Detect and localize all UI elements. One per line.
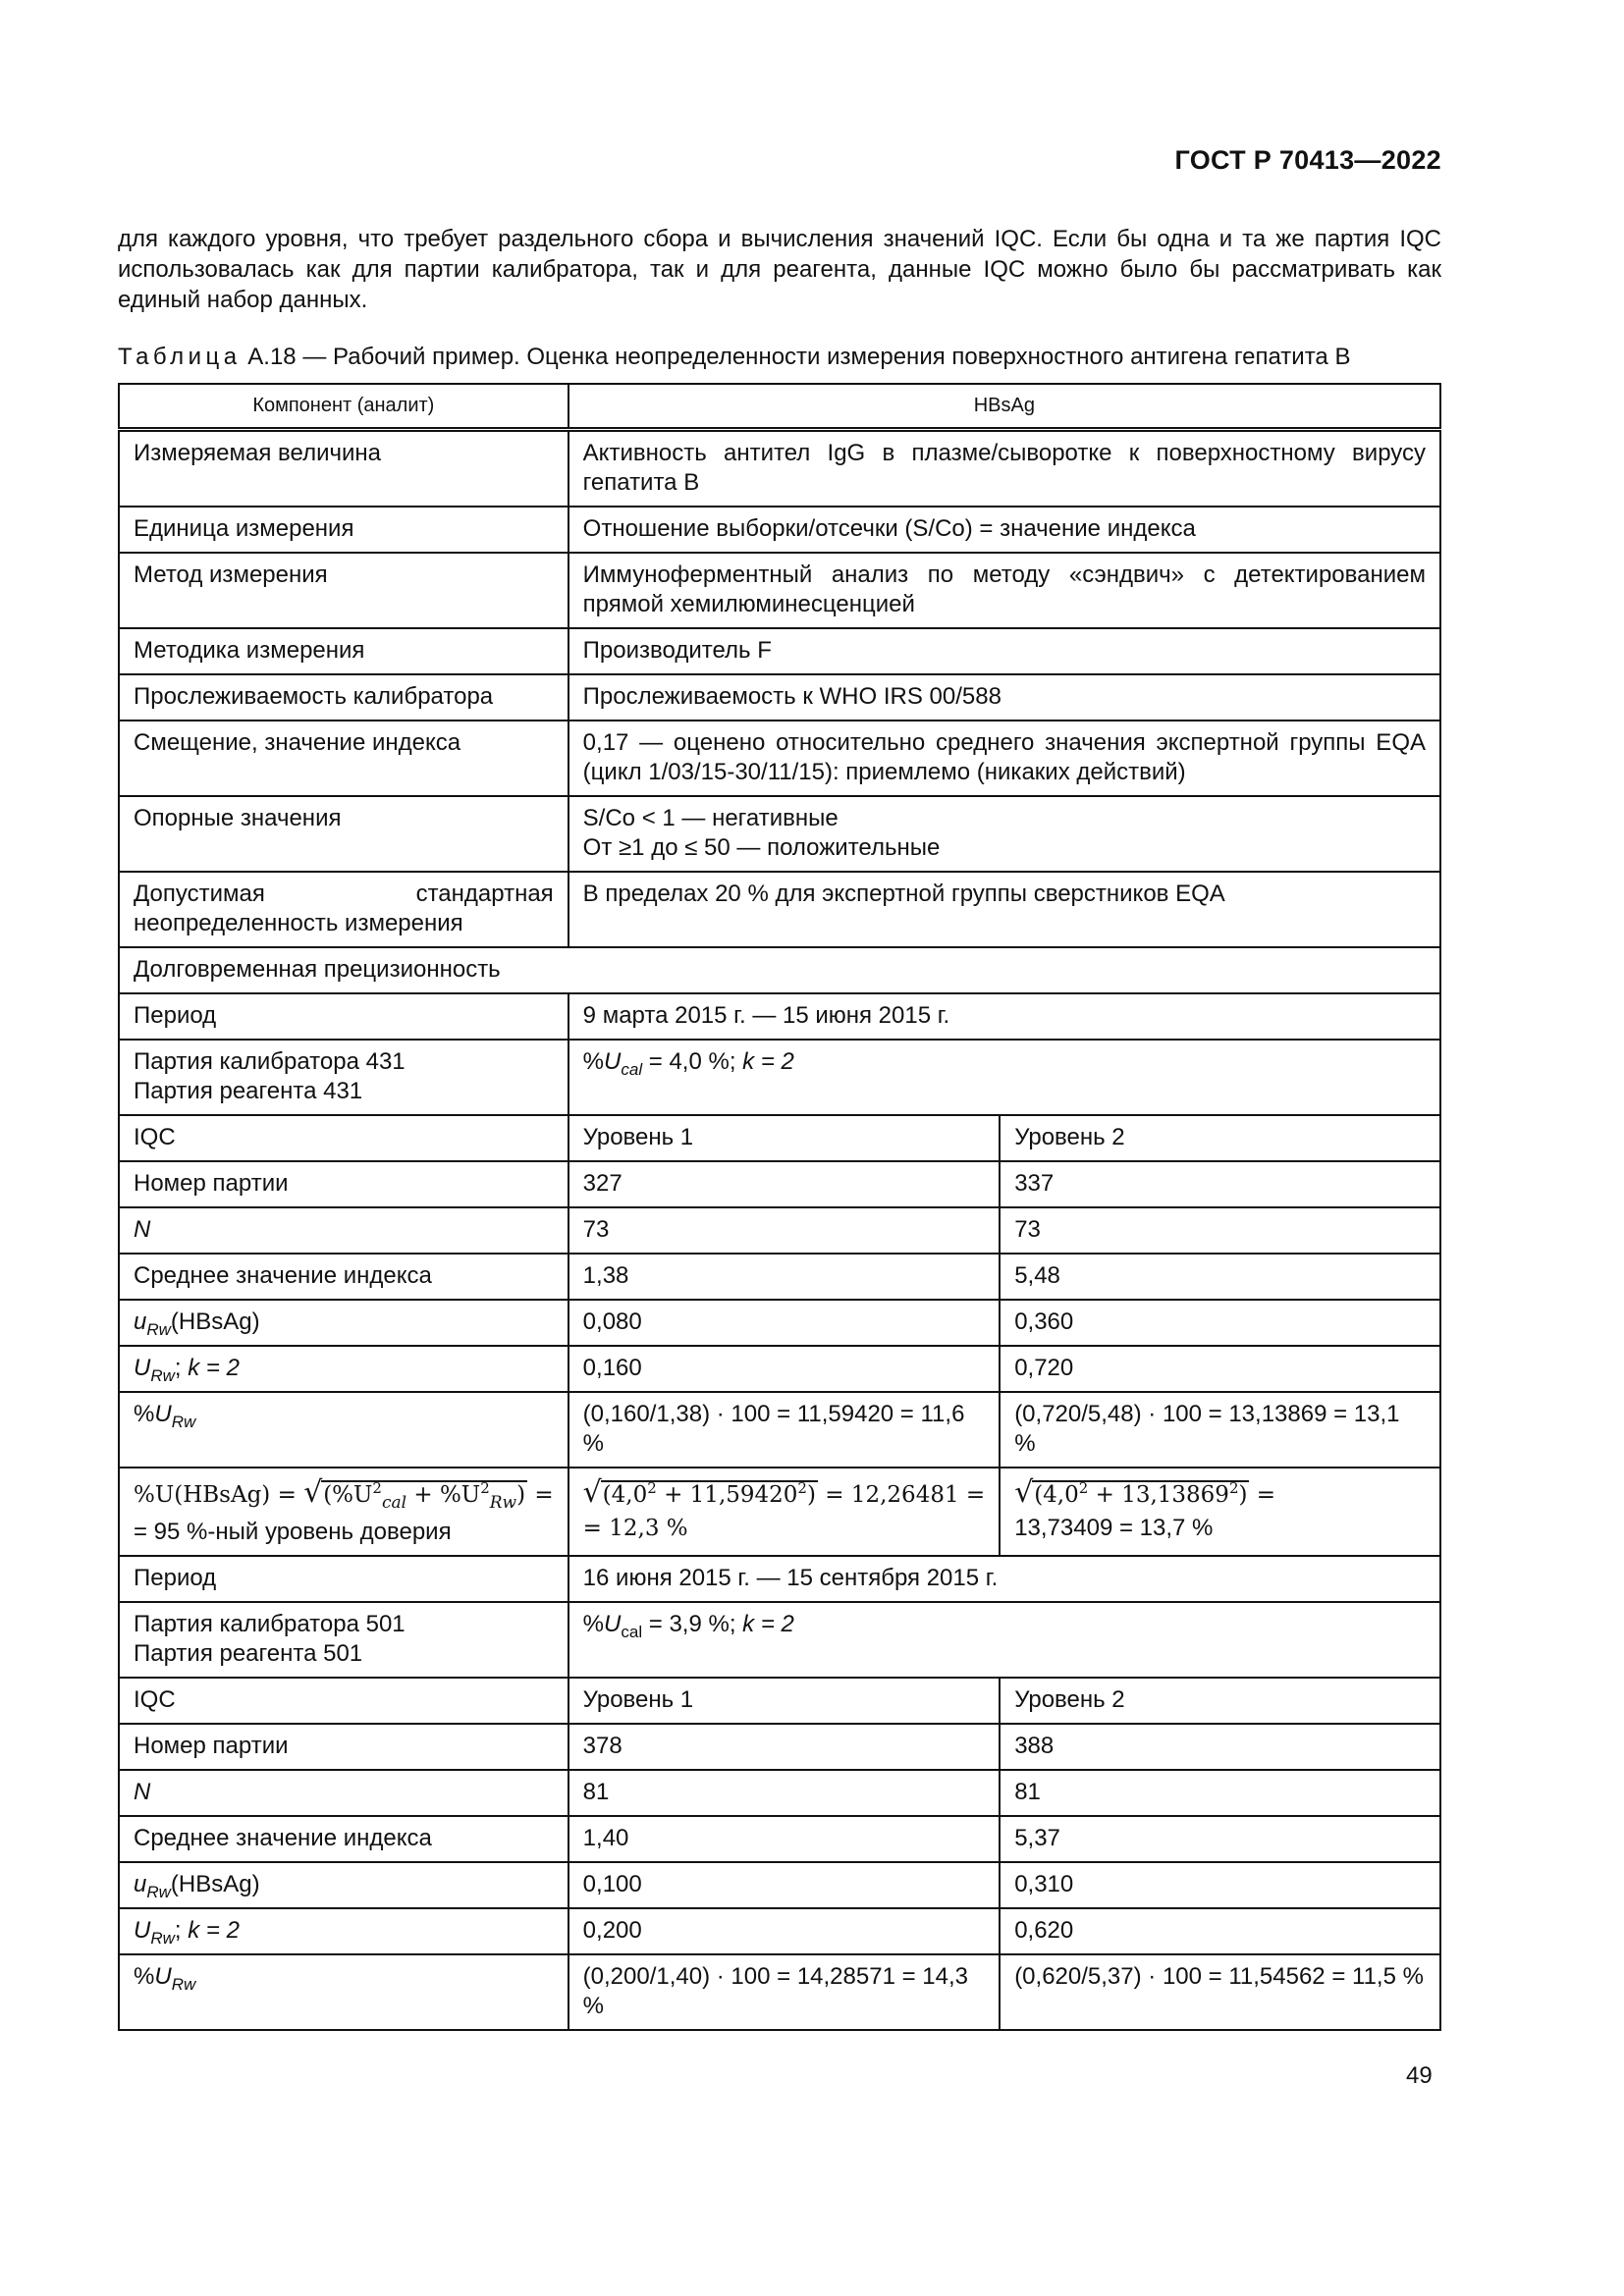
formula-expression: %U(HBsAg) = √ $(\%U^2_{cal} + \%U^2_{Rw})$ = <box>134 1480 554 1510</box>
expanded-u-rw-label: $U_{Rw}$; k = 2 <box>119 1346 568 1392</box>
cell: 0,620 <box>1000 1908 1440 1954</box>
table-row <box>119 1346 1440 1392</box>
cell: 73 <box>1000 1207 1440 1254</box>
confidence-level: = 95 %-ный уровень доверия <box>134 1519 452 1545</box>
cell: 73 <box>568 1207 1001 1254</box>
n-label: N <box>119 1207 568 1254</box>
cell: 81 <box>1000 1770 1440 1816</box>
table-row <box>119 430 1440 507</box>
iqc-label: IQC <box>119 1678 568 1724</box>
u-cal-value: $\%U_{cal} = 4,0$ %; k = 2 <box>568 1040 1440 1115</box>
calibrator-lot: Партия калибратора 431 <box>134 1048 406 1075</box>
document-standard-header: ГОСТ Р 70413—2022 <box>1174 145 1441 175</box>
cell: 0,720 <box>1000 1346 1440 1392</box>
reagent-lot: Партия реагента 501 <box>134 1640 363 1667</box>
row-value: Активность антител IgG в плазме/сыворотке к поверхностному вирусу гепатита В <box>568 430 1440 507</box>
cell: 337 <box>1000 1161 1440 1207</box>
period-value: 16 июня 2015 г. — 15 сентября 2015 г. <box>568 1556 1440 1602</box>
pct-u-rw-label: $\%U_{Rw}$ <box>119 1954 568 2030</box>
cell: 0,310 <box>1000 1862 1440 1908</box>
n-label: N <box>119 1770 568 1816</box>
header-component: Компонент (аналит) <box>119 384 568 430</box>
table-row <box>119 1300 1440 1346</box>
level-2-label: Уровень 2 <box>1000 1115 1440 1161</box>
level-2-label: Уровень 2 <box>1000 1678 1440 1724</box>
lot-number-label: Номер партии <box>119 1161 568 1207</box>
table-header-row <box>119 384 1440 430</box>
row-label: Прослеживаемость калибратора <box>119 674 568 721</box>
row-label: Методика измерения <box>119 628 568 674</box>
cell: 327 <box>568 1161 1001 1207</box>
table-row <box>119 1724 1440 1770</box>
cell: (0,160/1,38) · 100 = 11,59420 = 11,6 % <box>568 1392 1001 1468</box>
combined-formula-label <box>119 1468 568 1556</box>
u-cal-value: $\%U_{cal} = 3,9$ %; k = 2 <box>568 1602 1440 1678</box>
iqc-label: IQC <box>119 1115 568 1161</box>
row-value: В пределах 20 % для экспертной группы сверстников EQA <box>568 872 1440 947</box>
cell: 0,200 <box>568 1908 1001 1954</box>
mean-index-label: Среднее значение индекса <box>119 1816 568 1862</box>
period-label: Период <box>119 1556 568 1602</box>
cell: 0,360 <box>1000 1300 1440 1346</box>
row-value: 0,17 — оценено относительно среднего значения экспертной группы EQA (цикл 1/03/15-30/11/15): приемлемо (никаких действий) <box>568 721 1440 796</box>
table-row <box>119 1770 1440 1816</box>
intro-paragraph: для каждого уровня, что требует раздельного сбора и вычисления значений IQC. Если бы одна и та же партия IQC использовалась как для партии калибратора, так и для реагента, данные IQC можно было бы рассматривать как единый набор данных. <box>118 226 1441 313</box>
cell: 0,100 <box>568 1862 1001 1908</box>
table-row <box>119 507 1440 553</box>
table-row <box>119 1556 1440 1602</box>
lot-info <box>119 1040 568 1115</box>
table-row <box>119 1908 1440 1954</box>
section-long-term-precision: Долговременная прецизионность <box>119 947 1440 993</box>
table-row <box>119 1040 1440 1115</box>
table-row <box>119 553 1440 628</box>
u-rw-label: $u_{Rw}(HBsAg)$ <box>119 1862 568 1908</box>
table-caption-label: Таблица <box>118 344 242 370</box>
table-row <box>119 1862 1440 1908</box>
table-row <box>119 1254 1440 1300</box>
cell: 0,160 <box>568 1346 1001 1392</box>
lot-number-label: Номер партии <box>119 1724 568 1770</box>
row-value: Иммуноферментный анализ по методу «сэндвич» с детектированием прямой хемилюминесценцией <box>568 553 1440 628</box>
cell: 0,080 <box>568 1300 1001 1346</box>
table-row <box>119 1602 1440 1678</box>
row-value: Прослеживаемость к WHO IRS 00/588 <box>568 674 1440 721</box>
level-1-label: Уровень 1 <box>568 1115 1001 1161</box>
table-row <box>119 1678 1440 1724</box>
expanded-u-rw-label: $U_{Rw}$; k = 2 <box>119 1908 568 1954</box>
u-rw-label: $u_{Rw}(HBsAg)$ <box>119 1300 568 1346</box>
level-1-label: Уровень 1 <box>568 1678 1001 1724</box>
pct-u-rw-label: $\%U_{Rw}$ <box>119 1392 568 1468</box>
table-row <box>119 1392 1440 1468</box>
table-row <box>119 1115 1440 1161</box>
table-row <box>119 628 1440 674</box>
period-label: Период <box>119 993 568 1040</box>
combined-level-2: √ $(4,0^2 + 13,13869^2)$ = 13,73409 = 13,7 % <box>1000 1468 1440 1556</box>
reagent-lot: Партия реагента 431 <box>134 1078 363 1104</box>
cell: (0,620/5,37) · 100 = 11,54562 = 11,5 % <box>1000 1954 1440 2030</box>
table-row <box>119 1954 1440 2030</box>
mean-index-label: Среднее значение индекса <box>119 1254 568 1300</box>
combined-level-2-result: 13,73409 = 13,7 % <box>1014 1515 1214 1541</box>
table-row <box>119 993 1440 1040</box>
table-row <box>119 1161 1440 1207</box>
reference-negative: S/Co < 1 — негативные <box>582 805 839 831</box>
cell: 5,37 <box>1000 1816 1440 1862</box>
cell: 5,48 <box>1000 1254 1440 1300</box>
table-row <box>119 1816 1440 1862</box>
row-value: Отношение выборки/отсечки (S/Co) = значение индекса <box>568 507 1440 553</box>
cell: (0,720/5,48) · 100 = 13,13869 = 13,1 % <box>1000 1392 1440 1468</box>
row-label: Допустимая стандартная неопределенность измерения <box>119 872 568 947</box>
table-row <box>119 872 1440 947</box>
table-caption-text: А.18 — Рабочий пример. Оценка неопределенности измерения поверхностного антигена гепатита В <box>241 344 1351 370</box>
table-row <box>119 1468 1440 1556</box>
cell: 1,40 <box>568 1816 1001 1862</box>
table-row <box>119 796 1440 872</box>
combined-level-1: √ $(4,0^2 + 11,59420^2) = 12,26481$ = = 12,3 % <box>568 1468 1001 1556</box>
row-label: Единица измерения <box>119 507 568 553</box>
row-value <box>568 796 1440 872</box>
table-caption <box>118 344 1350 371</box>
combined-level-1-result: = 12,3 % <box>582 1516 688 1541</box>
cell: 388 <box>1000 1724 1440 1770</box>
row-label: Измеряемая величина <box>119 430 568 507</box>
table-row <box>119 721 1440 796</box>
page-number: 49 <box>1406 2062 1433 2089</box>
cell: 1,38 <box>568 1254 1001 1300</box>
lot-info <box>119 1602 568 1678</box>
row-label: Опорные значения <box>119 796 568 872</box>
header-analyte: HBsAg <box>568 384 1440 430</box>
row-value: Производитель F <box>568 628 1440 674</box>
period-value: 9 марта 2015 г. — 15 июня 2015 г. <box>568 993 1440 1040</box>
cell: 378 <box>568 1724 1001 1770</box>
row-label: Смещение, значение индекса <box>119 721 568 796</box>
table-row <box>119 947 1440 993</box>
table-row <box>119 674 1440 721</box>
calibrator-lot: Партия калибратора 501 <box>134 1611 406 1637</box>
row-label: Метод измерения <box>119 553 568 628</box>
reference-positive: От ≥1 до ≤ 50 — положительные <box>582 834 941 861</box>
cell: 81 <box>568 1770 1001 1816</box>
cell: (0,200/1,40) · 100 = 14,28571 = 14,3 % <box>568 1954 1001 2030</box>
uncertainty-table <box>118 383 1441 2031</box>
table-row <box>119 1207 1440 1254</box>
